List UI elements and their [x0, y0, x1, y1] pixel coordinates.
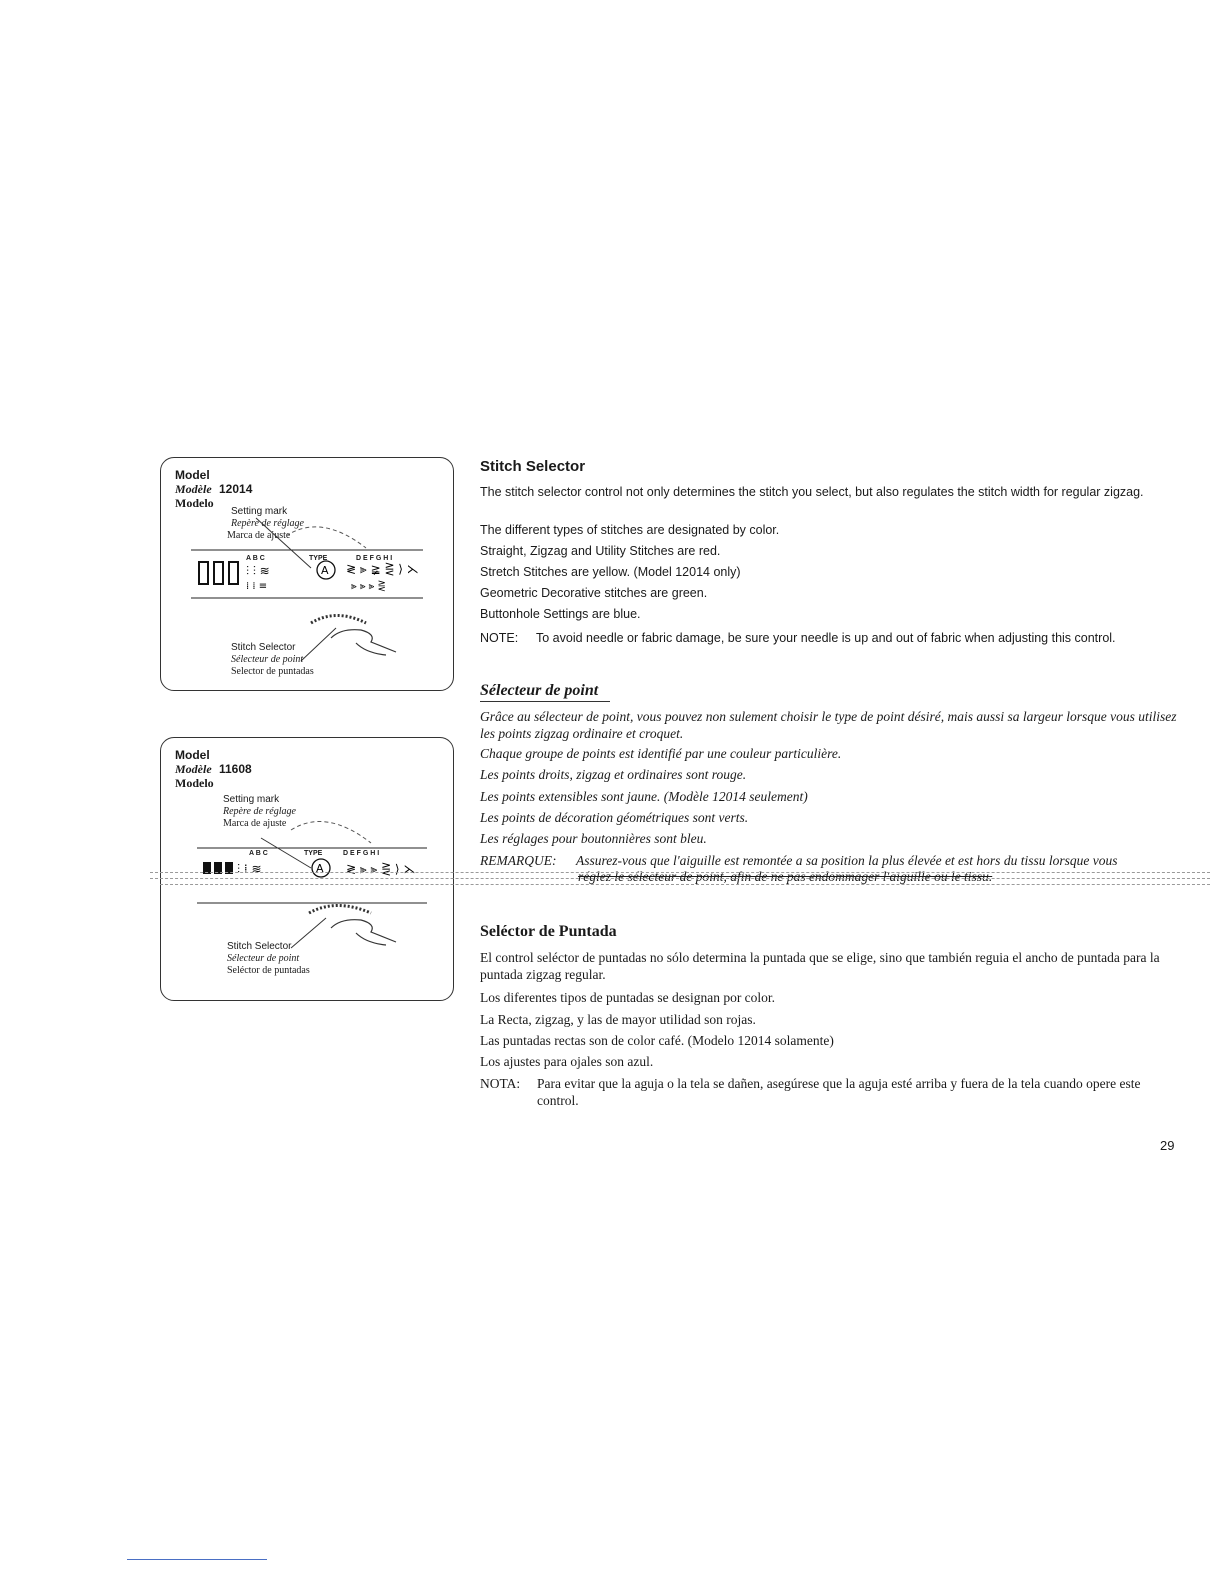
setting-mark-fr: Repère de réglage [231, 518, 304, 529]
fr-note-line1: Assurez-vous que l'aiguille est remontée a sa position la plus élevée et est hors du tissu lorsque vous [576, 853, 1118, 868]
model-number: 12014 [219, 482, 253, 496]
scan-artifact-line [160, 884, 1210, 885]
selector-fr: Sélecteur de point [227, 953, 300, 964]
en-paragraph-5: Geometric Decorative stitches are green. [480, 586, 708, 600]
letters-right: D E F G H I [343, 850, 380, 857]
type-label: TYPE [309, 555, 328, 562]
setting-mark-es: Marca de ajuste [227, 530, 291, 541]
setting-mark-es: Marca de ajuste [223, 818, 287, 829]
svg-text:⁞ ⁞ ≡: ⁞ ⁞ ≡ [246, 581, 268, 592]
fr-note-label: REMARQUE: [480, 853, 557, 868]
en-paragraph-3: Straight, Zigzag and Utility Stitches are red. [480, 544, 721, 558]
setting-mark-en: Setting mark [223, 794, 280, 805]
es-paragraph-4: Las puntadas rectas son de color café. (Modelo 12014 solamente) [480, 1033, 834, 1048]
model-12014-diagram [160, 457, 454, 691]
fr-note-line2: réglez le sélecteur de point, afin de ne pas endommager l'aiguille ou le tissu. [578, 869, 993, 884]
heading-fr-underline [480, 701, 610, 702]
model-11608-diagram [160, 737, 454, 1001]
en-note-text: To avoid needle or fabric damage, be sure your needle is up and out of fabric when adjusting this control. [536, 631, 1116, 645]
es-note-label: NOTA: [480, 1076, 521, 1091]
model-label-es: Modelo [175, 776, 214, 790]
letters-left: A B C [249, 850, 268, 857]
letters-right: D E F G H I [356, 555, 393, 562]
fr-note [480, 852, 1180, 869]
setting-mark-en: Setting mark [231, 506, 288, 517]
en-paragraph-4: Stretch Stitches are yellow. (Model 12014 only) [480, 565, 741, 579]
selector-en: Stitch Selector [227, 941, 292, 952]
heading-es: Seléctor de Puntada [480, 923, 617, 940]
fr-paragraph-5: Les points de décoration géométriques sont verts. [480, 810, 749, 825]
en-paragraph-2: The different types of stitches are designated by color. [480, 523, 780, 537]
selector-es: Seléctor de puntadas [227, 965, 310, 976]
heading-en: Stitch Selector [480, 458, 586, 475]
fr-paragraph-4: Les points extensibles sont jaune. (Modèle 12014 seulement) [480, 789, 808, 804]
selector-es: Selector de puntadas [231, 666, 314, 677]
model-label-es: Modelo [175, 496, 214, 510]
model-label-en: Model [175, 748, 210, 762]
es-note-text: Para evitar que la aguja o la tela se dañen, asegúrese que la aguja esté arriba y fuera de la tela cuando opere este control. [537, 1076, 1141, 1108]
es-paragraph-2: Los diferentes tipos de puntadas se designan por color. [480, 990, 776, 1005]
dial-letter: A [316, 862, 324, 875]
letters-left: A B C [246, 555, 265, 562]
setting-mark-fr: Repère de réglage [223, 806, 296, 817]
selector-label [231, 642, 314, 678]
model-label-fr: Modèle [175, 762, 212, 776]
model-label-fr: Modèle [175, 482, 212, 496]
fr-paragraph-6: Les réglages pour boutonnières sont bleu. [480, 831, 707, 846]
scan-artifact-line [150, 872, 1210, 873]
svg-text:≷ ⫸ ≩ ⋛ ⟩ ⋋: ≷ ⫸ ≩ ⋛ ⟩ ⋋ [346, 562, 419, 576]
es-paragraph-3: La Recta, zigzag, y las de mayor utilidad son rojas. [480, 1012, 756, 1027]
fr-paragraph-3: Les points droits, zigzag et ordinaires sont rouge. [480, 767, 747, 782]
page-number: 29 [1160, 1138, 1175, 1153]
type-label: TYPE [304, 850, 323, 857]
en-note-label: NOTE: [480, 631, 519, 645]
model-number: 11608 [219, 762, 252, 776]
dial-letter: A [321, 564, 329, 577]
fr-paragraph-1: Grâce au sélecteur de point, vous pouvez non sulement choisir le type de point désiré, mais aussi sa largeur lorsque vous utilisez les points zigzag ordinaire et croquet. [480, 709, 1177, 741]
es-paragraph-5: Los ajustes para ojales son azul. [480, 1054, 654, 1069]
svg-text:⫶ ⁞ ≋: ⫶ ⁞ ≋ [237, 862, 262, 876]
es-paragraph-1: El control seléctor de puntadas no sólo determina la puntada que se elige, sino que también reguia el ancho de puntada para la puntada zigzag regular. [480, 950, 1160, 982]
model-label-en: Model [175, 468, 210, 482]
en-note [480, 630, 1180, 647]
selector-fr: Sélecteur de point [231, 654, 304, 665]
fr-paragraph-2: Chaque groupe de points est identifié par une couleur particulière. [480, 746, 842, 761]
heading-fr: Sélecteur de point [480, 682, 599, 699]
scan-artifact-line [150, 878, 1210, 879]
en-paragraph-1: The stitch selector control not only determines the stitch you select, but also regulates the stitch width for regular zigzag. [480, 485, 1144, 499]
selector-en: Stitch Selector [231, 642, 296, 653]
bottom-rule [127, 1559, 267, 1560]
svg-text:⫶ ⫶ ≋: ⫶ ⫶ ≋ [246, 564, 270, 578]
svg-text:⫸ ⫸ ⫸ ⋛: ⫸ ⫸ ⫸ ⋛ [351, 581, 386, 592]
en-paragraph-6: Buttonhole Settings are blue. [480, 607, 641, 621]
selector-label [227, 941, 310, 977]
svg-text:≷ ⫸ ⫸ ⋛ ⟩ ⋋: ≷ ⫸ ⫸ ⋛ ⟩ ⋋ [346, 862, 416, 876]
